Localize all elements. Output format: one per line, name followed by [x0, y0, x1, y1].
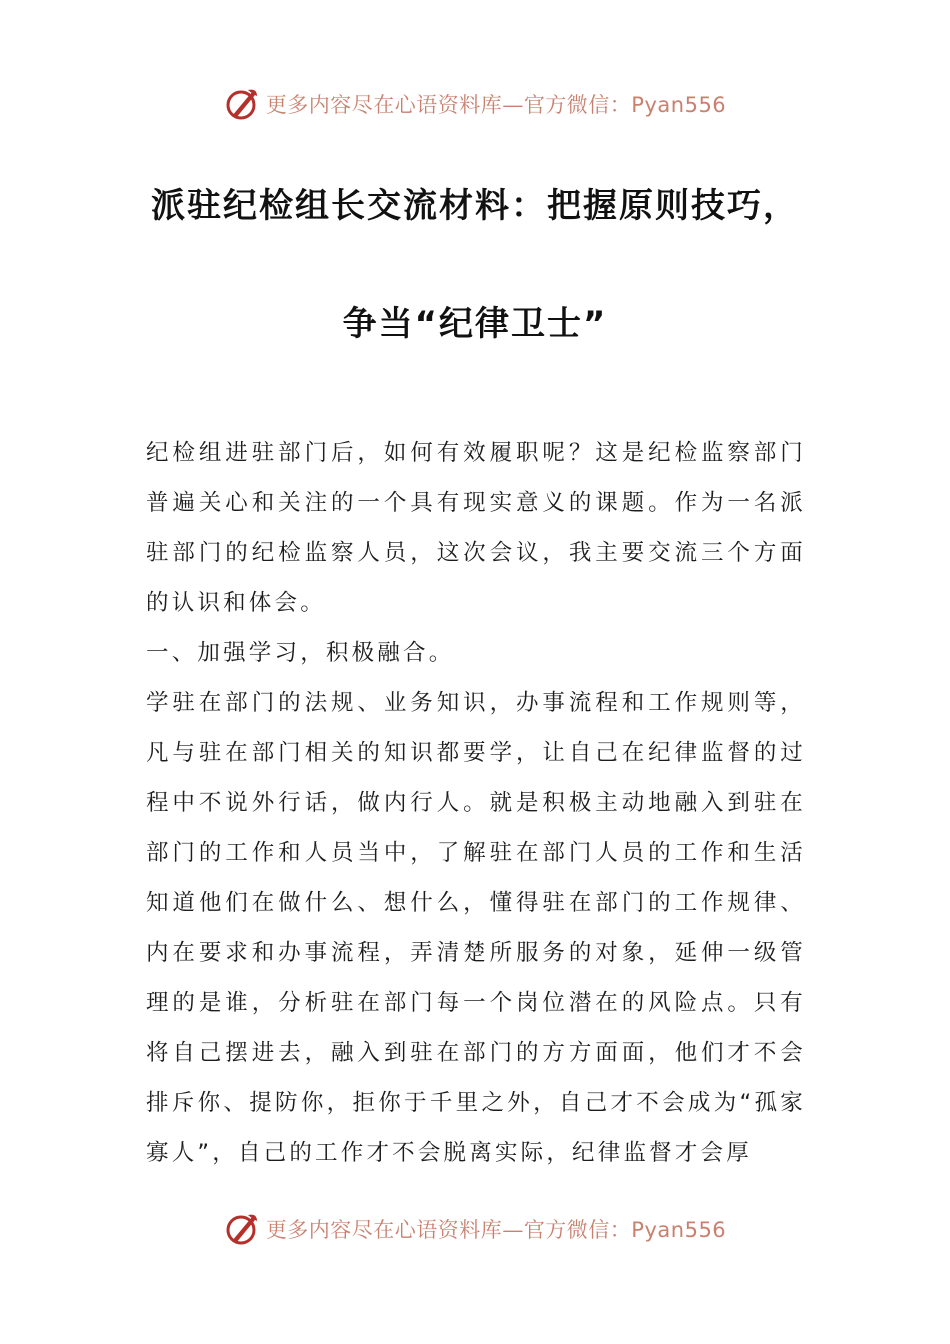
paragraph-intro: 纪检组进驻部门后，如何有效履职呢？这是纪检监察部门普遍关心和关注的一个具有现实意义的课题。作为一名派驻部门的纪检监察人员，这次会议，我主要交流三个方面的认识和体会。 [146, 440, 806, 616]
footer-banner-text [266, 1214, 726, 1244]
quill-pen-logo-icon [224, 1211, 260, 1247]
document-title-line1: 派驻纪检组长交流材料：把握原则技巧， [151, 186, 799, 226]
footer-watermark-banner [0, 1209, 950, 1249]
header-banner-wechat: 官方微信：Pyan556 [523, 93, 727, 117]
header-watermark-banner [0, 84, 950, 124]
quill-pen-logo-icon [224, 86, 260, 122]
footer-banner-main: 更多内容尽在心语资料库 [265, 1218, 503, 1242]
paragraph-section-1: 学驻在部门的法规、业务知识，办事流程和工作规则等，凡与驻在部门相关的知识都要学，让自己在纪律监督的过程中不说外行话，做内行人。就是积极主动地融入到驻在部门的工作和人员当中，了解驻在部门人员的工作和生活知道他们在做什么、想什么，懂得驻在部门的工作规律、内在要求和办事流程，弄清楚所服务的对象，延伸一级管理的是谁，分析驻在部门每一个岗位潜在的风险点。只有将自己摆进去，融入到驻在部门的方方面面，他们才不会排斥你、提防你，拒你于千里之外，自己才不会成为“孤家寡人”，自己的工作才不会脱离实际，纪律监督才会厚 [146, 690, 806, 1166]
header-banner-text [266, 89, 726, 119]
section-heading-1: 一、加强学习，积极融合。 [146, 640, 455, 666]
header-banner-separator: — [502, 93, 524, 117]
document-body [146, 428, 806, 1178]
footer-banner-separator: — [502, 1218, 524, 1242]
document-title-line2: 争当“纪律卫士” [342, 304, 608, 344]
footer-banner-wechat: 官方微信：Pyan556 [523, 1218, 727, 1242]
header-banner-main: 更多内容尽在心语资料库 [265, 93, 503, 117]
